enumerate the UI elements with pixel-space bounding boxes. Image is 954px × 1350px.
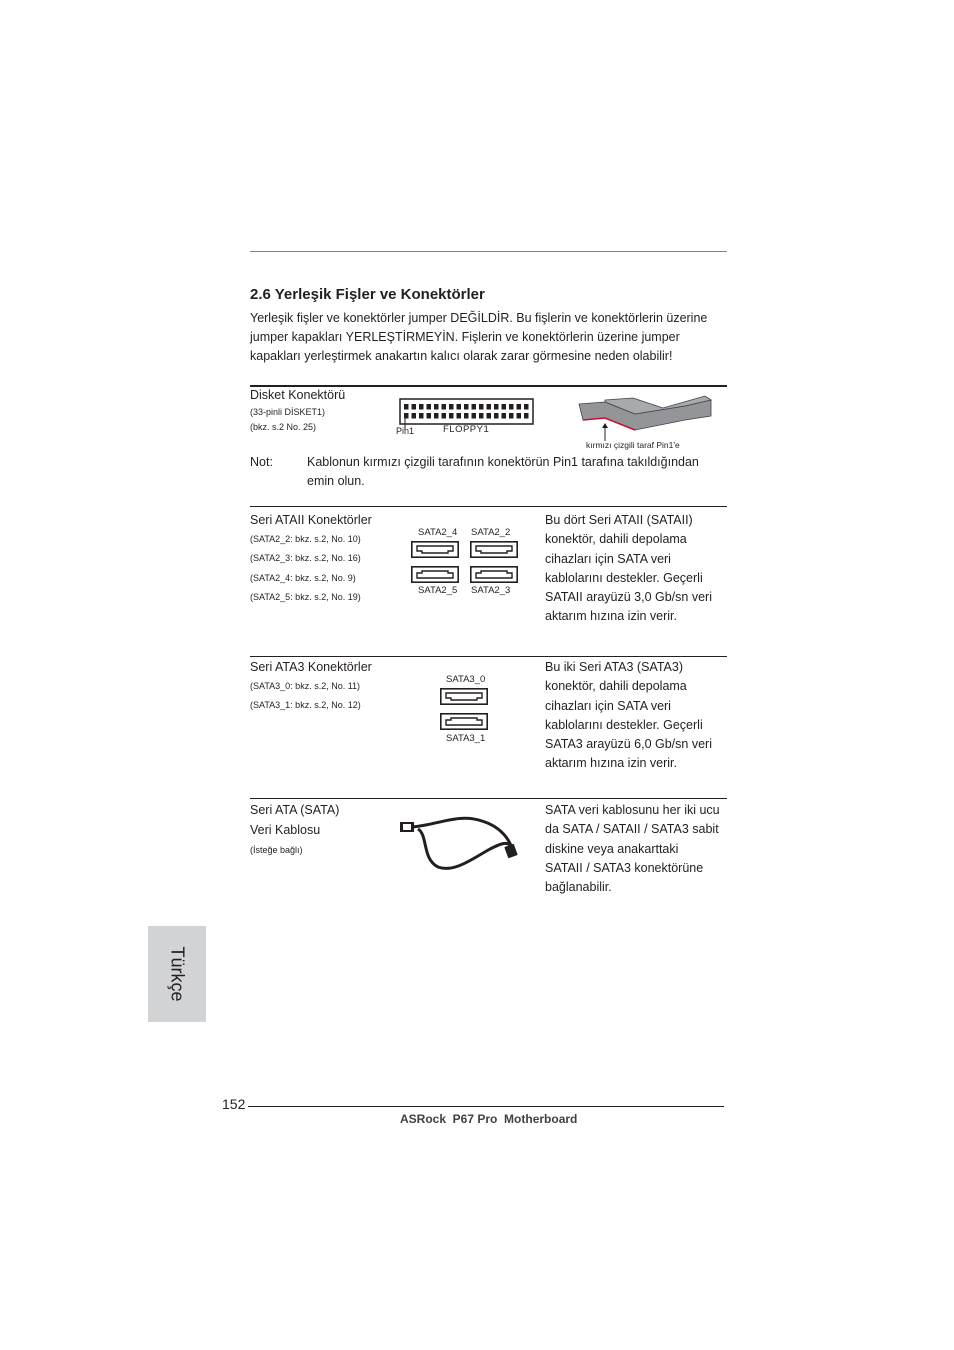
sata-cable-image	[398, 815, 522, 875]
floppy-pin	[419, 404, 424, 410]
floppy-pin	[412, 404, 417, 410]
floppy-pin	[442, 413, 447, 419]
sataii-port-label: SATA2_4	[418, 527, 458, 538]
floppy-pin	[479, 413, 484, 419]
floppy-sub1: (33-pinli DİSKET1)	[250, 407, 326, 417]
floppy-cable-caption: kırmızı çizgili taraf Pin1'e	[586, 440, 680, 450]
sata3-description-line: cihazları için SATA veri	[545, 698, 671, 713]
sata-cable-description	[545, 801, 730, 897]
sata3-description-line: Bu iki Seri ATA3 (SATA3)	[545, 660, 684, 674]
note-label: Not:	[250, 455, 273, 469]
sata-cable-description-line: SATAII / SATA3 konektörüne	[545, 860, 704, 875]
floppy-pin	[524, 413, 529, 419]
sata-cable-label: Veri Kablosu	[250, 823, 321, 837]
floppy-pin	[427, 404, 432, 410]
sataii-description	[545, 511, 730, 627]
sata3-description-line: aktarım hızına izin verir.	[545, 756, 677, 771]
sataii-port-label: SATA2_2	[471, 527, 511, 538]
section-title: 2.6 Yerleşik Fişler ve Konektörler	[250, 286, 485, 303]
floppy-pin	[479, 404, 484, 410]
floppy-pin	[457, 404, 462, 410]
sata-port-icon	[470, 566, 518, 583]
floppy-pin	[487, 404, 492, 410]
footer-rule	[248, 1106, 724, 1107]
sataii-description-line: konektör, dahili depolama	[545, 532, 687, 547]
sata3-port-label: SATA3_1	[446, 733, 486, 744]
sata-cable-description-line: bağlanabilir.	[545, 880, 612, 895]
floppy-pin	[494, 413, 499, 419]
floppy-pin	[509, 413, 514, 419]
sata-cable-label: Seri ATA (SATA)	[250, 803, 340, 817]
page-number: 152	[222, 1096, 246, 1112]
sata-cable-description-line: SATA veri kablosunu her iki ucu	[545, 803, 720, 817]
sataii-description-line: cihazları için SATA veri	[545, 551, 671, 566]
floppy-pin	[517, 404, 522, 410]
sataii-description-line: SATAII arayüzü 3,0 Gb/sn veri	[545, 590, 712, 605]
floppy-ribbon-cable-image	[575, 394, 715, 442]
floppy-pin	[457, 413, 462, 419]
sata-cable-description-line: da SATA / SATAII / SATA3 sabit	[545, 822, 719, 837]
sataii-port-label: SATA2_3	[471, 585, 511, 596]
sata3-rule	[250, 656, 727, 657]
floppy-pin	[517, 413, 522, 419]
floppy-pin	[487, 413, 492, 419]
sataii-rule	[250, 506, 727, 507]
language-side-tab-text: Türkçe	[167, 946, 188, 1002]
floppy-pin	[419, 413, 424, 419]
sata3-description-line: konektör, dahili depolama	[545, 679, 687, 694]
sataii-ref: (SATA2_3: bkz. s.2, No. 16)	[250, 553, 361, 563]
sataii-ref: (SATA2_4: bkz. s.2, No. 9)	[250, 573, 356, 583]
sata3-label: Seri ATA3 Konektörler	[250, 660, 372, 674]
floppy-pin	[442, 404, 447, 410]
floppy-pin	[509, 404, 514, 410]
sata-cable-sub: (İsteğe bağlı)	[250, 845, 303, 855]
floppy-pin	[524, 404, 529, 410]
sata3-ref: (SATA3_1: bkz. s.2, No. 12)	[250, 700, 361, 710]
sata3-description-line: kablolarını destekler. Geçerli	[545, 717, 703, 732]
sataii-description-line: kablolarını destekler. Geçerli	[545, 570, 703, 585]
sata-port-icon	[470, 541, 518, 558]
sata-port-icon	[440, 713, 488, 730]
sataii-port-label: SATA2_5	[418, 585, 458, 596]
floppy-pin	[464, 404, 469, 410]
sata-cable-rule	[250, 798, 727, 799]
floppy-pin	[434, 413, 439, 419]
floppy-pin1-label: Pin1	[396, 426, 415, 436]
floppy-pin	[412, 413, 417, 419]
note-text: Kablonun kırmızı çizgili tarafının konektörün Pin1 tarafına takıldığından emin olun.	[307, 455, 699, 489]
sataii-ref: (SATA2_2: bkz. s.2, No. 10)	[250, 534, 361, 544]
sataii-description-line: Bu dört Seri ATAII (SATAII)	[545, 513, 693, 527]
floppy-pin	[472, 413, 477, 419]
floppy-sub2: (bkz. s.2 No. 25)	[250, 422, 317, 432]
floppy-pin	[464, 413, 469, 419]
top-rule	[250, 251, 727, 252]
sata3-description	[545, 658, 730, 774]
sata-port-icon	[440, 688, 488, 705]
floppy-pin	[472, 404, 477, 410]
sata3-ref: (SATA3_0: bkz. s.2, No. 11)	[250, 681, 361, 691]
footer-product: ASRock P67 Pro Motherboard	[400, 1112, 578, 1126]
sataii-description-line: aktarım hızına izin verir.	[545, 609, 677, 624]
floppy-pin	[494, 404, 499, 410]
sata-port-icon	[411, 566, 459, 583]
sata3-port-label: SATA3_0	[446, 674, 486, 685]
sata-cable-description-line: diskine veya anakarttaki	[545, 841, 679, 856]
sata3-description-line: SATA3 arayüzü 6,0 Gb/sn veri	[545, 737, 712, 752]
sataii-ref: (SATA2_5: bkz. s.2, No. 19)	[250, 592, 361, 602]
floppy-pin	[434, 404, 439, 410]
floppy-pin	[449, 413, 454, 419]
floppy-pin	[427, 413, 432, 419]
sataii-label: Seri ATAII Konektörler	[250, 513, 372, 527]
floppy-pin	[449, 404, 454, 410]
language-side-tab	[148, 926, 206, 1022]
intro-paragraph: Yerleşik fişler ve konektörler jumper DEĞİLDİR. Bu fişlerin ve konektörlerin üzerine jumper kapakları YERLEŞTİRMEYİN. Fişlerin ve konektörlerin üzerine jumper kapakları yerleştirmek anakartın kalıcı olarak zarar görmesine neden olabilir!	[250, 311, 708, 363]
floppy-pin	[502, 404, 507, 410]
floppy-pin	[502, 413, 507, 419]
floppy-connector-label: FLOPPY1	[443, 424, 490, 435]
sata-port-icon	[411, 541, 459, 558]
floppy-label: Disket Konektörü	[250, 388, 346, 402]
floppy-pin	[404, 404, 409, 410]
